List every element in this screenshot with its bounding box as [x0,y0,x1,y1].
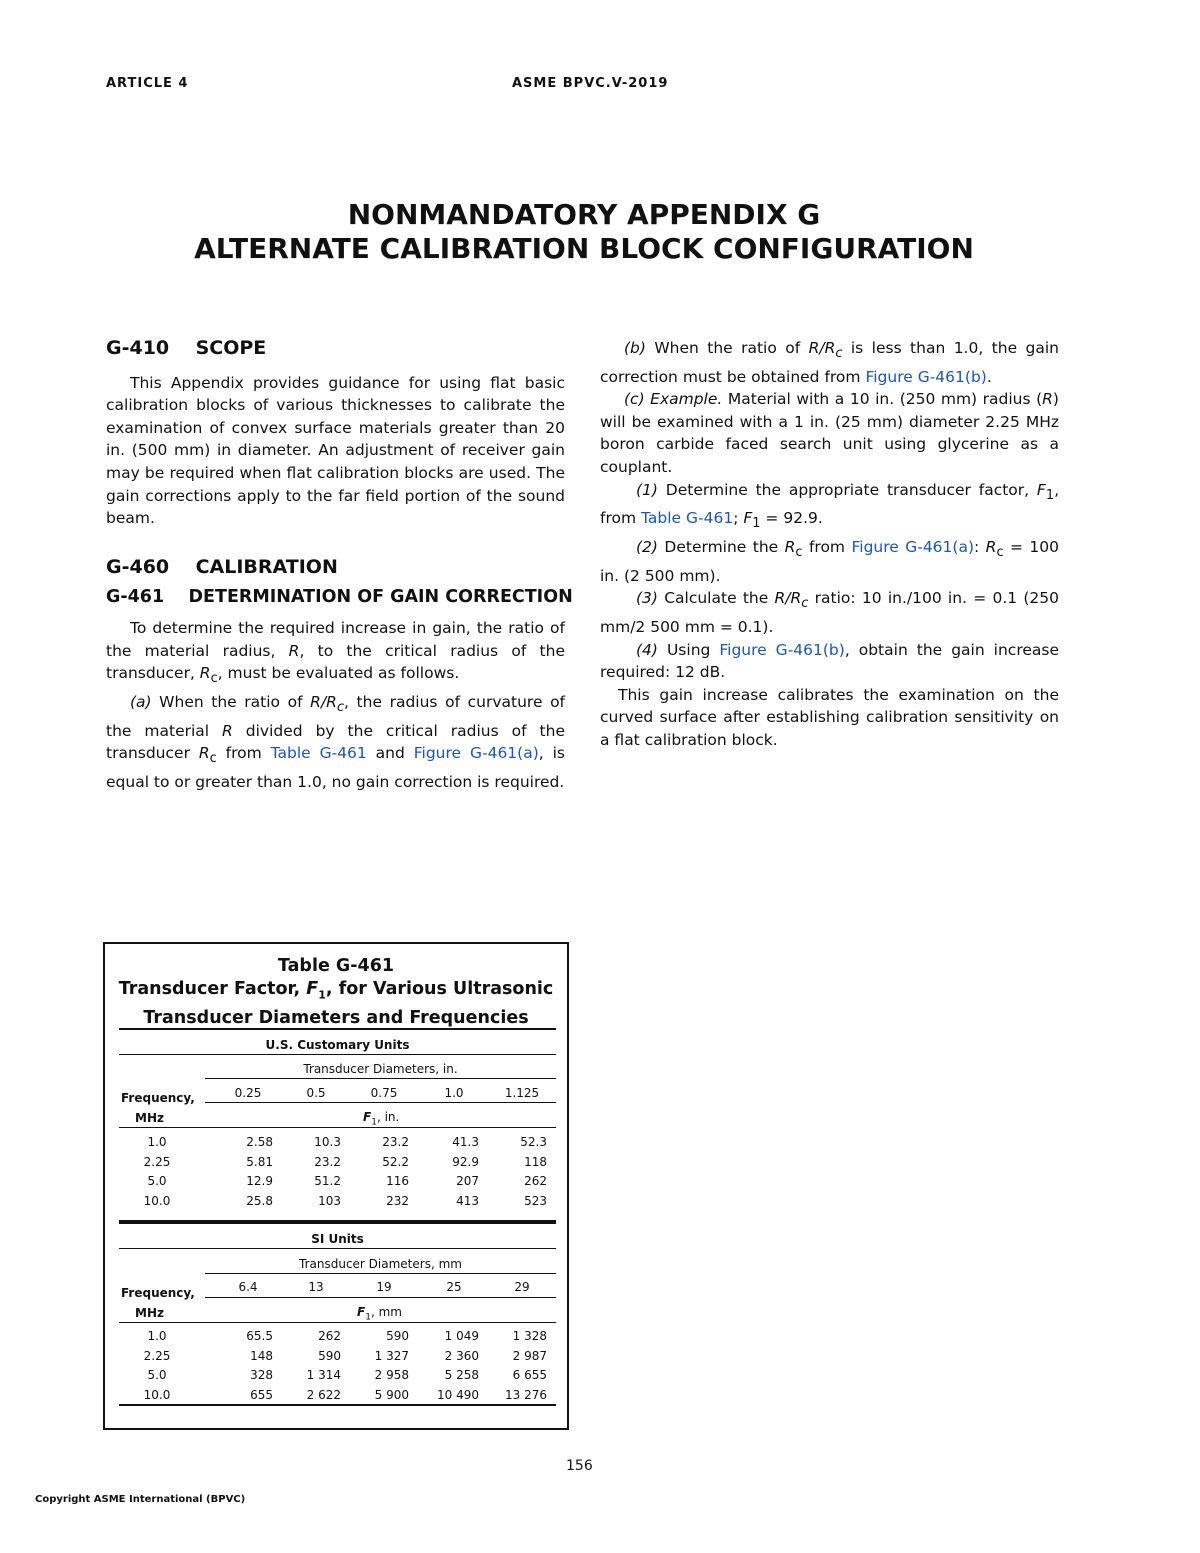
table-cell: 262 [524,1174,547,1188]
table-cell: 2.58 [246,1135,273,1149]
intro-paragraph: To determine the required increase in gain, the ratio of the material radius, R, to the critical radius of the transducer, $R_c$, must be evaluated as follows. [106,618,565,687]
table-cell: 51.2 [314,1174,341,1188]
step-3-paragraph: (3) Calculate the $R/R_c$ ratio: 10 in./100 in. = 0.1 (250 mm/2 500 mm = 0.1). [600,589,1059,636]
table-cell: 65.5 [246,1329,273,1343]
diameter-header: 0.75 [370,1086,398,1100]
table-cell: 6 655 [512,1368,547,1382]
us-f1-label: $F_1$, in. [363,1110,400,1128]
diameter-header: 6.4 [238,1280,258,1294]
table-cell: 328 [250,1368,273,1382]
step-1-paragraph: (1) Determine the appropriate transducer factor, $F_1$, from Table G-461; $F_1 = 92.9$. [600,480,1059,532]
item-b-paragraph: (b) When the ratio of $R/R_c$ is less than 1.0, the gain correction must be obtained from Figure G-461(b). [600,339,1059,386]
table-cell: 5 258 [444,1368,479,1382]
table-cell: 13 276 [505,1387,547,1402]
link-table-g461-step1[interactable]: Table G-461 [641,509,734,528]
table-cell: 5.81 [246,1154,273,1169]
frequency-cell: 1.0 [147,1329,167,1343]
link-table-g461[interactable]: Table G-461 [270,744,367,763]
table-g461 [103,942,569,1430]
frequency-cell: 10.0 [143,1193,171,1208]
rule [119,1054,556,1055]
table-cell: 1 328 [512,1329,547,1343]
page-number: 156 [566,1458,593,1474]
table-cell: 103 [318,1193,341,1208]
table-cell: 92.9 [452,1154,479,1169]
rule [119,1404,556,1406]
diameter-header: 25 [446,1280,462,1294]
table-cell: 118 [524,1154,547,1169]
table-cell: 23.2 [314,1154,341,1169]
frequency-cell: 2.25 [143,1348,171,1363]
rule [119,1322,556,1323]
si-frequency-label: Frequency, [121,1286,195,1300]
frequency-cell: 10.0 [143,1387,171,1402]
rule [205,1297,556,1298]
diameter-header: 1.0 [444,1086,464,1100]
si-units-label: SI Units [311,1232,364,1246]
us-diameter-label: Transducer Diameters, in. [303,1062,458,1076]
table-cell: 5 900 [374,1387,409,1402]
table-cell: 148 [250,1348,273,1363]
rule [205,1102,556,1103]
title-line-2: ALTERNATE CALIBRATION BLOCK CONFIGURATION [194,232,974,265]
table-cell: 2 622 [306,1387,341,1402]
table-cell: 1 314 [306,1368,341,1382]
rule [205,1078,556,1079]
subsection-heading-gain-correction: G-461 DETERMINATION OF GAIN CORRECTION [106,587,573,608]
scope-paragraph: This Appendix provides guidance for using flat basic calibration blocks of various thicknesses to calibrate the examination of convex surface materials greater than 20 in. (500 mm) in diameter. An adjustment of receiver gain may be required when flat calibration blocks are used. The gain corrections apply to the far field portion of the sound beam. [106,373,565,528]
frequency-cell: 1.0 [147,1135,167,1149]
table-cell: 1 049 [444,1329,479,1343]
table-cell: 262 [318,1329,341,1343]
table-cell: 1 327 [374,1348,409,1363]
running-header-article: ARTICLE 4 [106,76,189,91]
diameter-header: 0.25 [234,1086,262,1100]
table-cell: 116 [386,1174,409,1188]
table-cell: 41.3 [452,1135,479,1149]
si-mhz-label: MHz [135,1306,164,1320]
table-cell: 23.2 [382,1135,409,1149]
rule [119,1248,556,1249]
link-figure-g461a[interactable]: Figure G-461(a) [413,744,539,763]
diameter-header: 19 [376,1280,392,1294]
rule [119,1028,556,1030]
si-diameter-label: Transducer Diameters, mm [299,1257,462,1271]
diameter-header: 13 [308,1280,324,1294]
rule [205,1273,556,1274]
table-cell: 25.8 [246,1193,273,1208]
table-cell: 232 [386,1193,409,1208]
title-line-1: NONMANDATORY APPENDIX G [347,198,821,231]
table-cell: 52.2 [382,1154,409,1169]
us-frequency-label: Frequency, [121,1091,195,1105]
running-header-standard: ASME BPVC.V-2019 [512,76,669,91]
section-heading-scope: G-410 SCOPE [106,337,267,359]
link-figure-g461a-step2[interactable]: Figure G-461(a) [851,538,975,557]
table-cell: 207 [456,1174,479,1188]
table-cell: 52.3 [520,1135,547,1149]
table-cell: 12.9 [246,1174,273,1188]
table-cell: 10.3 [314,1135,341,1149]
table-cell: 413 [456,1193,479,1208]
closing-paragraph: This gain increase calibrates the examination on the curved surface after establishing calibration sensitivity on a flat calibration block. [600,685,1059,749]
item-c-paragraph: (c) Example. Material with a 10 in. (250 mm) radius (R) will be examined with a 1 in. (25 mm) diameter 2.25 MHz boron carbide faced search unit using glycerine as a couplant. [600,390,1059,477]
frequency-cell: 5.0 [147,1174,167,1188]
table-cell: 655 [250,1387,273,1402]
step-4-paragraph: (4) Using Figure G-461(b), obtain the gain increase required: 12 dB. [600,640,1059,682]
table-cell: 2 360 [444,1348,479,1363]
us-units-label: U.S. Customary Units [265,1038,410,1052]
table-cell: 2 958 [374,1368,409,1382]
table-cell: 590 [386,1329,409,1343]
copyright-notice: Copyright ASME International (BPVC) [35,1494,246,1505]
diameter-header: 0.5 [306,1086,326,1100]
table-cell: 10 490 [437,1387,479,1402]
rule [119,1222,556,1224]
table-cell: 523 [524,1193,547,1208]
diameter-header: 1.125 [504,1086,540,1100]
page-title [0,198,1168,266]
left-column [106,337,573,793]
link-figure-g461b-step4[interactable]: Figure G-461(b) [719,640,845,659]
us-mhz-label: MHz [135,1111,164,1125]
table-cell: 2 987 [512,1348,547,1363]
table-caption: Table G-461 Transducer Factor, $F_1$, for Various Ultrasonic Transducer Diameters and Frequencies [118,956,554,1028]
frequency-cell: 5.0 [147,1368,167,1382]
link-figure-g461b[interactable]: Figure G-461(b) [865,367,987,386]
section-heading-calibration: G-460 CALIBRATION [106,555,338,578]
si-f1-label: $F_1$, mm [357,1305,402,1323]
frequency-cell: 2.25 [143,1154,171,1169]
diameter-header: 29 [514,1280,530,1294]
step-2-paragraph: (2) Determine the $R_c$ from Figure G-461(a): $R_c = 100$ in. (2 500 mm). [600,538,1059,585]
table-cell: 590 [318,1348,341,1363]
right-column [600,337,1059,752]
item-a-paragraph: (a) When the ratio of $R/R_c$, the radius of curvature of the material R divided by the critical radius of the transducer $R_c$ from Table G-461 and Figure G-461(a), is equal to or greater than 1.0, no gain correction is required. [106,692,566,791]
rule [119,1127,556,1128]
